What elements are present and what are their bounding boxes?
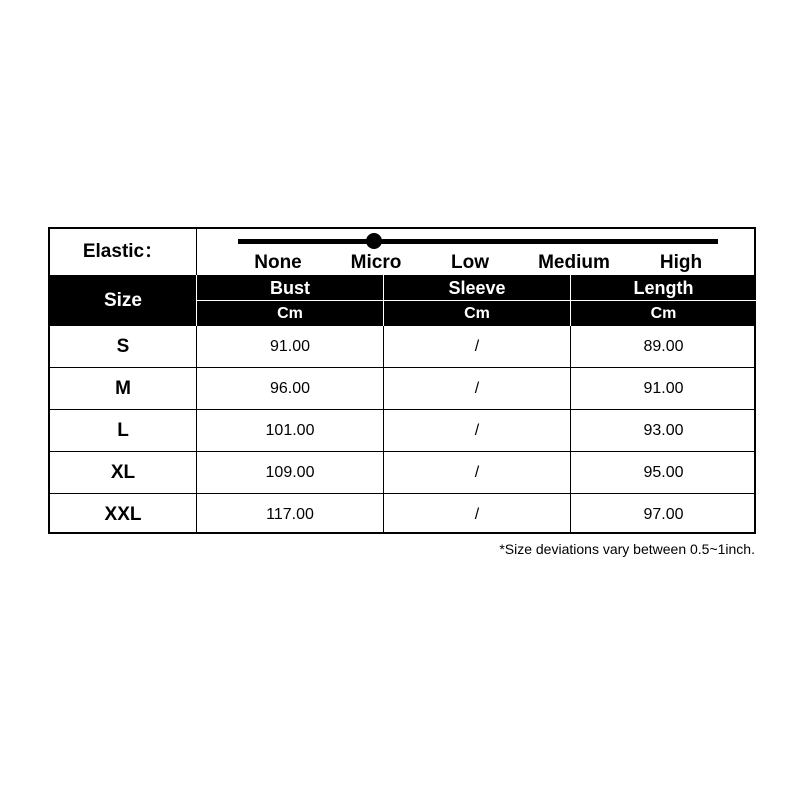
length-unit: Cm (650, 305, 677, 322)
length-cell: 95.00 (643, 464, 684, 481)
sleeve-column-header: Sleeve (448, 278, 506, 298)
bust-column-header: Bust (270, 278, 310, 298)
table-row (50, 326, 754, 368)
elastic-selected-marker (366, 233, 382, 249)
length-cell: 93.00 (643, 422, 684, 439)
table-row (50, 409, 754, 451)
size-cell: L (117, 420, 129, 441)
bust-cell: 101.00 (265, 422, 315, 439)
bust-cell: 109.00 (265, 464, 315, 481)
sleeve-cell: / (474, 506, 480, 523)
bust-cell: 96.00 (269, 380, 311, 397)
table-header (50, 275, 754, 326)
size-deviation-note: *Size deviations vary between 0.5~1inch. (499, 541, 755, 557)
elastic-row (50, 229, 754, 275)
size-cell: XXL (104, 504, 142, 525)
sleeve-cell: / (474, 464, 480, 481)
elastic-scale-line (238, 239, 718, 244)
size-cell: M (115, 378, 131, 399)
elastic-level-medium: Medium (538, 252, 610, 273)
elastic-label: Elastic： (82, 241, 164, 262)
bust-cell: 91.00 (269, 338, 311, 355)
size-column-header: Size (103, 290, 143, 311)
size-cell: XL (110, 462, 136, 483)
elastic-divider (196, 229, 197, 275)
table-row (50, 451, 754, 493)
length-column-header: Length (633, 278, 694, 298)
table-row (50, 367, 754, 409)
sleeve-cell: / (474, 380, 480, 397)
bust-cell: 117.00 (266, 506, 314, 523)
size-chart (48, 227, 756, 534)
elastic-level-micro: Micro (350, 252, 402, 273)
elastic-level-none: None (254, 252, 302, 273)
sleeve-cell: / (474, 338, 480, 355)
sleeve-unit: Cm (464, 305, 490, 322)
elastic-level-high: High (659, 252, 703, 273)
length-cell: 91.00 (643, 380, 684, 397)
size-cell: S (116, 336, 130, 357)
sleeve-cell: / (474, 422, 480, 439)
length-cell: 97.00 (643, 506, 684, 523)
table-row (50, 493, 754, 535)
bust-unit: Cm (277, 305, 303, 322)
elastic-level-low: Low (451, 252, 489, 273)
length-cell: 89.00 (643, 338, 684, 355)
